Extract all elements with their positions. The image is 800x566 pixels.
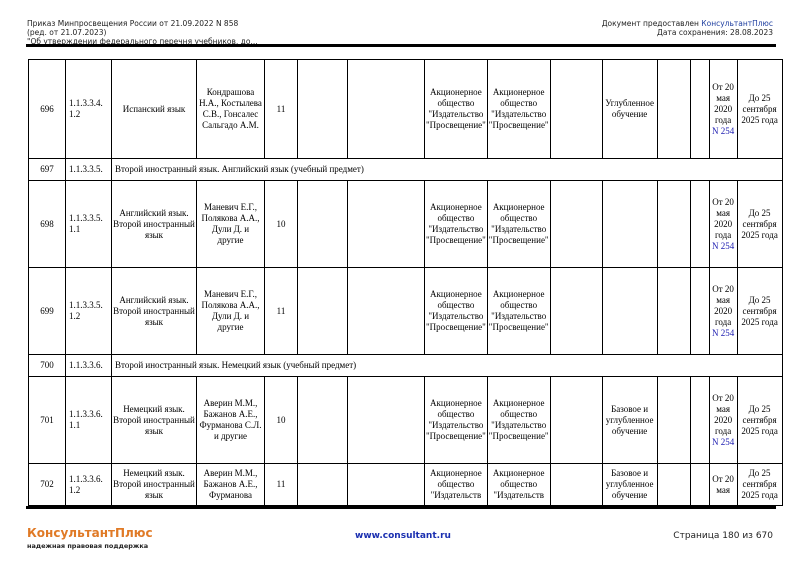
date-from: От 20 мая	[712, 473, 734, 495]
table-row	[29, 181, 783, 268]
section-title: Второй иностранный язык. Английский язык (учебный предмет)	[112, 159, 783, 181]
save-date: Дата сохранения: 28.08.2023	[657, 28, 773, 37]
order-link[interactable]: N 254	[711, 436, 735, 447]
footer-logo: КонсультантПлюс	[27, 526, 153, 540]
order-link[interactable]: N 254	[711, 125, 735, 136]
empty-cell	[298, 464, 348, 506]
textbook-name: Английский язык. Второй иностранный язык	[112, 268, 197, 355]
empty-cell	[690, 377, 709, 464]
section-row	[29, 355, 783, 377]
table-row	[29, 464, 783, 506]
approval-date	[709, 60, 737, 159]
publisher: Акционерное общество "Издательство "Просвещение"	[425, 377, 488, 464]
authors: Аверин М.М., Бажанов А.Е., Фурманова С.Л. и другие	[197, 377, 265, 464]
empty-cell	[348, 268, 425, 355]
empty-cell	[348, 464, 425, 506]
empty-cell	[657, 377, 690, 464]
footer-url-link[interactable]: www.consultant.ru	[355, 531, 451, 541]
grade: 11	[265, 464, 298, 506]
approval-date	[709, 181, 737, 268]
document-header-left	[27, 19, 258, 46]
empty-cell	[657, 60, 690, 159]
empty-cell	[657, 181, 690, 268]
empty-cell	[550, 60, 602, 159]
education-level	[602, 268, 657, 355]
date-from: От 20 мая 2020 года	[712, 392, 734, 436]
row-code: 1.1.3.3.5.	[66, 159, 112, 181]
publisher: Акционерное общество "Издательство "Просвещение"	[425, 181, 488, 268]
order-link[interactable]: N 254	[711, 240, 735, 251]
date-from: От 20 мая 2020 года	[712, 81, 734, 125]
empty-cell	[690, 181, 709, 268]
empty-cell	[348, 60, 425, 159]
empty-cell	[550, 181, 602, 268]
row-number: 700	[29, 355, 66, 377]
grade: 10	[265, 377, 298, 464]
valid-until: До 25 сентября 2025 года	[737, 60, 782, 159]
empty-cell	[298, 268, 348, 355]
authors: Аверин М.М., Бажанов А.Е., Фурманова	[197, 464, 265, 506]
footer-divider	[26, 506, 776, 509]
publisher: Акционерное общество "Издательств	[425, 464, 488, 506]
textbook-name: Немецкий язык. Второй иностранный язык	[112, 377, 197, 464]
publisher: Акционерное общество "Издательство "Просвещение"	[425, 60, 488, 159]
education-level: Базовое и углубленное обучение	[602, 377, 657, 464]
row-code: 1.1.3.3.6.	[66, 355, 112, 377]
row-code: 1.1.3.3.5. 1.2	[66, 268, 112, 355]
table-row	[29, 60, 783, 159]
empty-cell	[657, 464, 690, 506]
header-divider	[26, 44, 776, 47]
education-level: Углубленное обучение	[602, 60, 657, 159]
table-row	[29, 268, 783, 355]
grade: 10	[265, 181, 298, 268]
row-number: 697	[29, 159, 66, 181]
approval-date	[709, 464, 737, 506]
publisher-2: Акционерное общество "Издательство "Просвещение"	[487, 60, 550, 159]
row-number: 696	[29, 60, 66, 159]
empty-cell	[550, 268, 602, 355]
empty-cell	[657, 268, 690, 355]
row-code: 1.1.3.3.6. 1.2	[66, 464, 112, 506]
valid-until: До 25 сентября 2025 года	[737, 181, 782, 268]
empty-cell	[690, 268, 709, 355]
authors: Маневич Е.Г., Полякова А.А., Дули Д. и другие	[197, 268, 265, 355]
grade: 11	[265, 60, 298, 159]
grade: 11	[265, 268, 298, 355]
textbook-table	[28, 59, 783, 506]
row-code: 1.1.3.3.6. 1.1	[66, 377, 112, 464]
row-number: 702	[29, 464, 66, 506]
approval-date	[709, 377, 737, 464]
row-number: 701	[29, 377, 66, 464]
row-code: 1.1.3.3.4. 1.2	[66, 60, 112, 159]
valid-until: До 25 сентября 2025 года	[737, 268, 782, 355]
row-number: 699	[29, 268, 66, 355]
education-level	[602, 181, 657, 268]
section-row	[29, 159, 783, 181]
date-from: От 20 мая 2020 года	[712, 196, 734, 240]
empty-cell	[298, 377, 348, 464]
authors: Маневич Е.Г., Полякова А.А., Дули Д. и другие	[197, 181, 265, 268]
empty-cell	[348, 377, 425, 464]
empty-cell	[690, 464, 709, 506]
empty-cell	[298, 60, 348, 159]
footer-tagline: надежная правовая поддержка	[27, 542, 149, 550]
brand-link[interactable]: КонсультантПлюс	[701, 19, 773, 28]
empty-cell	[298, 181, 348, 268]
empty-cell	[348, 181, 425, 268]
date-from: От 20 мая 2020 года	[712, 283, 734, 327]
authors: Кондрашова Н.А., Костылева С.В., Гонсалес Сальгадо А.М.	[197, 60, 265, 159]
approval-date	[709, 268, 737, 355]
empty-cell	[690, 60, 709, 159]
publisher: Акционерное общество "Издательство "Просвещение"	[425, 268, 488, 355]
publisher-2: Акционерное общество "Издательств	[487, 464, 550, 506]
textbook-name: Английский язык. Второй иностранный язык	[112, 181, 197, 268]
valid-until: До 25 сентября 2025 года	[737, 377, 782, 464]
header-line: Приказ Минпросвещения России от 21.09.2022 N 858	[27, 19, 239, 28]
empty-cell	[550, 464, 602, 506]
valid-until: До 25 сентября 2025 года	[737, 464, 782, 506]
order-link[interactable]: N 254	[711, 327, 735, 338]
publisher-2: Акционерное общество "Издательство "Просвещение"	[487, 377, 550, 464]
empty-cell	[550, 377, 602, 464]
provided-by: Документ предоставлен	[601, 19, 702, 28]
table-row	[29, 377, 783, 464]
header-line: "Об утверждении федерального перечня учебников, до...	[27, 37, 258, 46]
textbook-name: Испанский язык	[112, 60, 197, 159]
page-number: Страница 180 из 670	[673, 531, 773, 541]
row-number: 698	[29, 181, 66, 268]
publisher-2: Акционерное общество "Издательство "Просвещение"	[487, 181, 550, 268]
section-title: Второй иностранный язык. Немецкий язык (учебный предмет)	[112, 355, 783, 377]
textbook-name: Немецкий язык. Второй иностранный язык	[112, 464, 197, 506]
header-line: (ред. от 21.07.2023)	[27, 28, 107, 37]
row-code: 1.1.3.3.5. 1.1	[66, 181, 112, 268]
education-level: Базовое и углубленное обучение	[602, 464, 657, 506]
document-header-right	[602, 19, 773, 37]
publisher-2: Акционерное общество "Издательство "Просвещение"	[487, 268, 550, 355]
